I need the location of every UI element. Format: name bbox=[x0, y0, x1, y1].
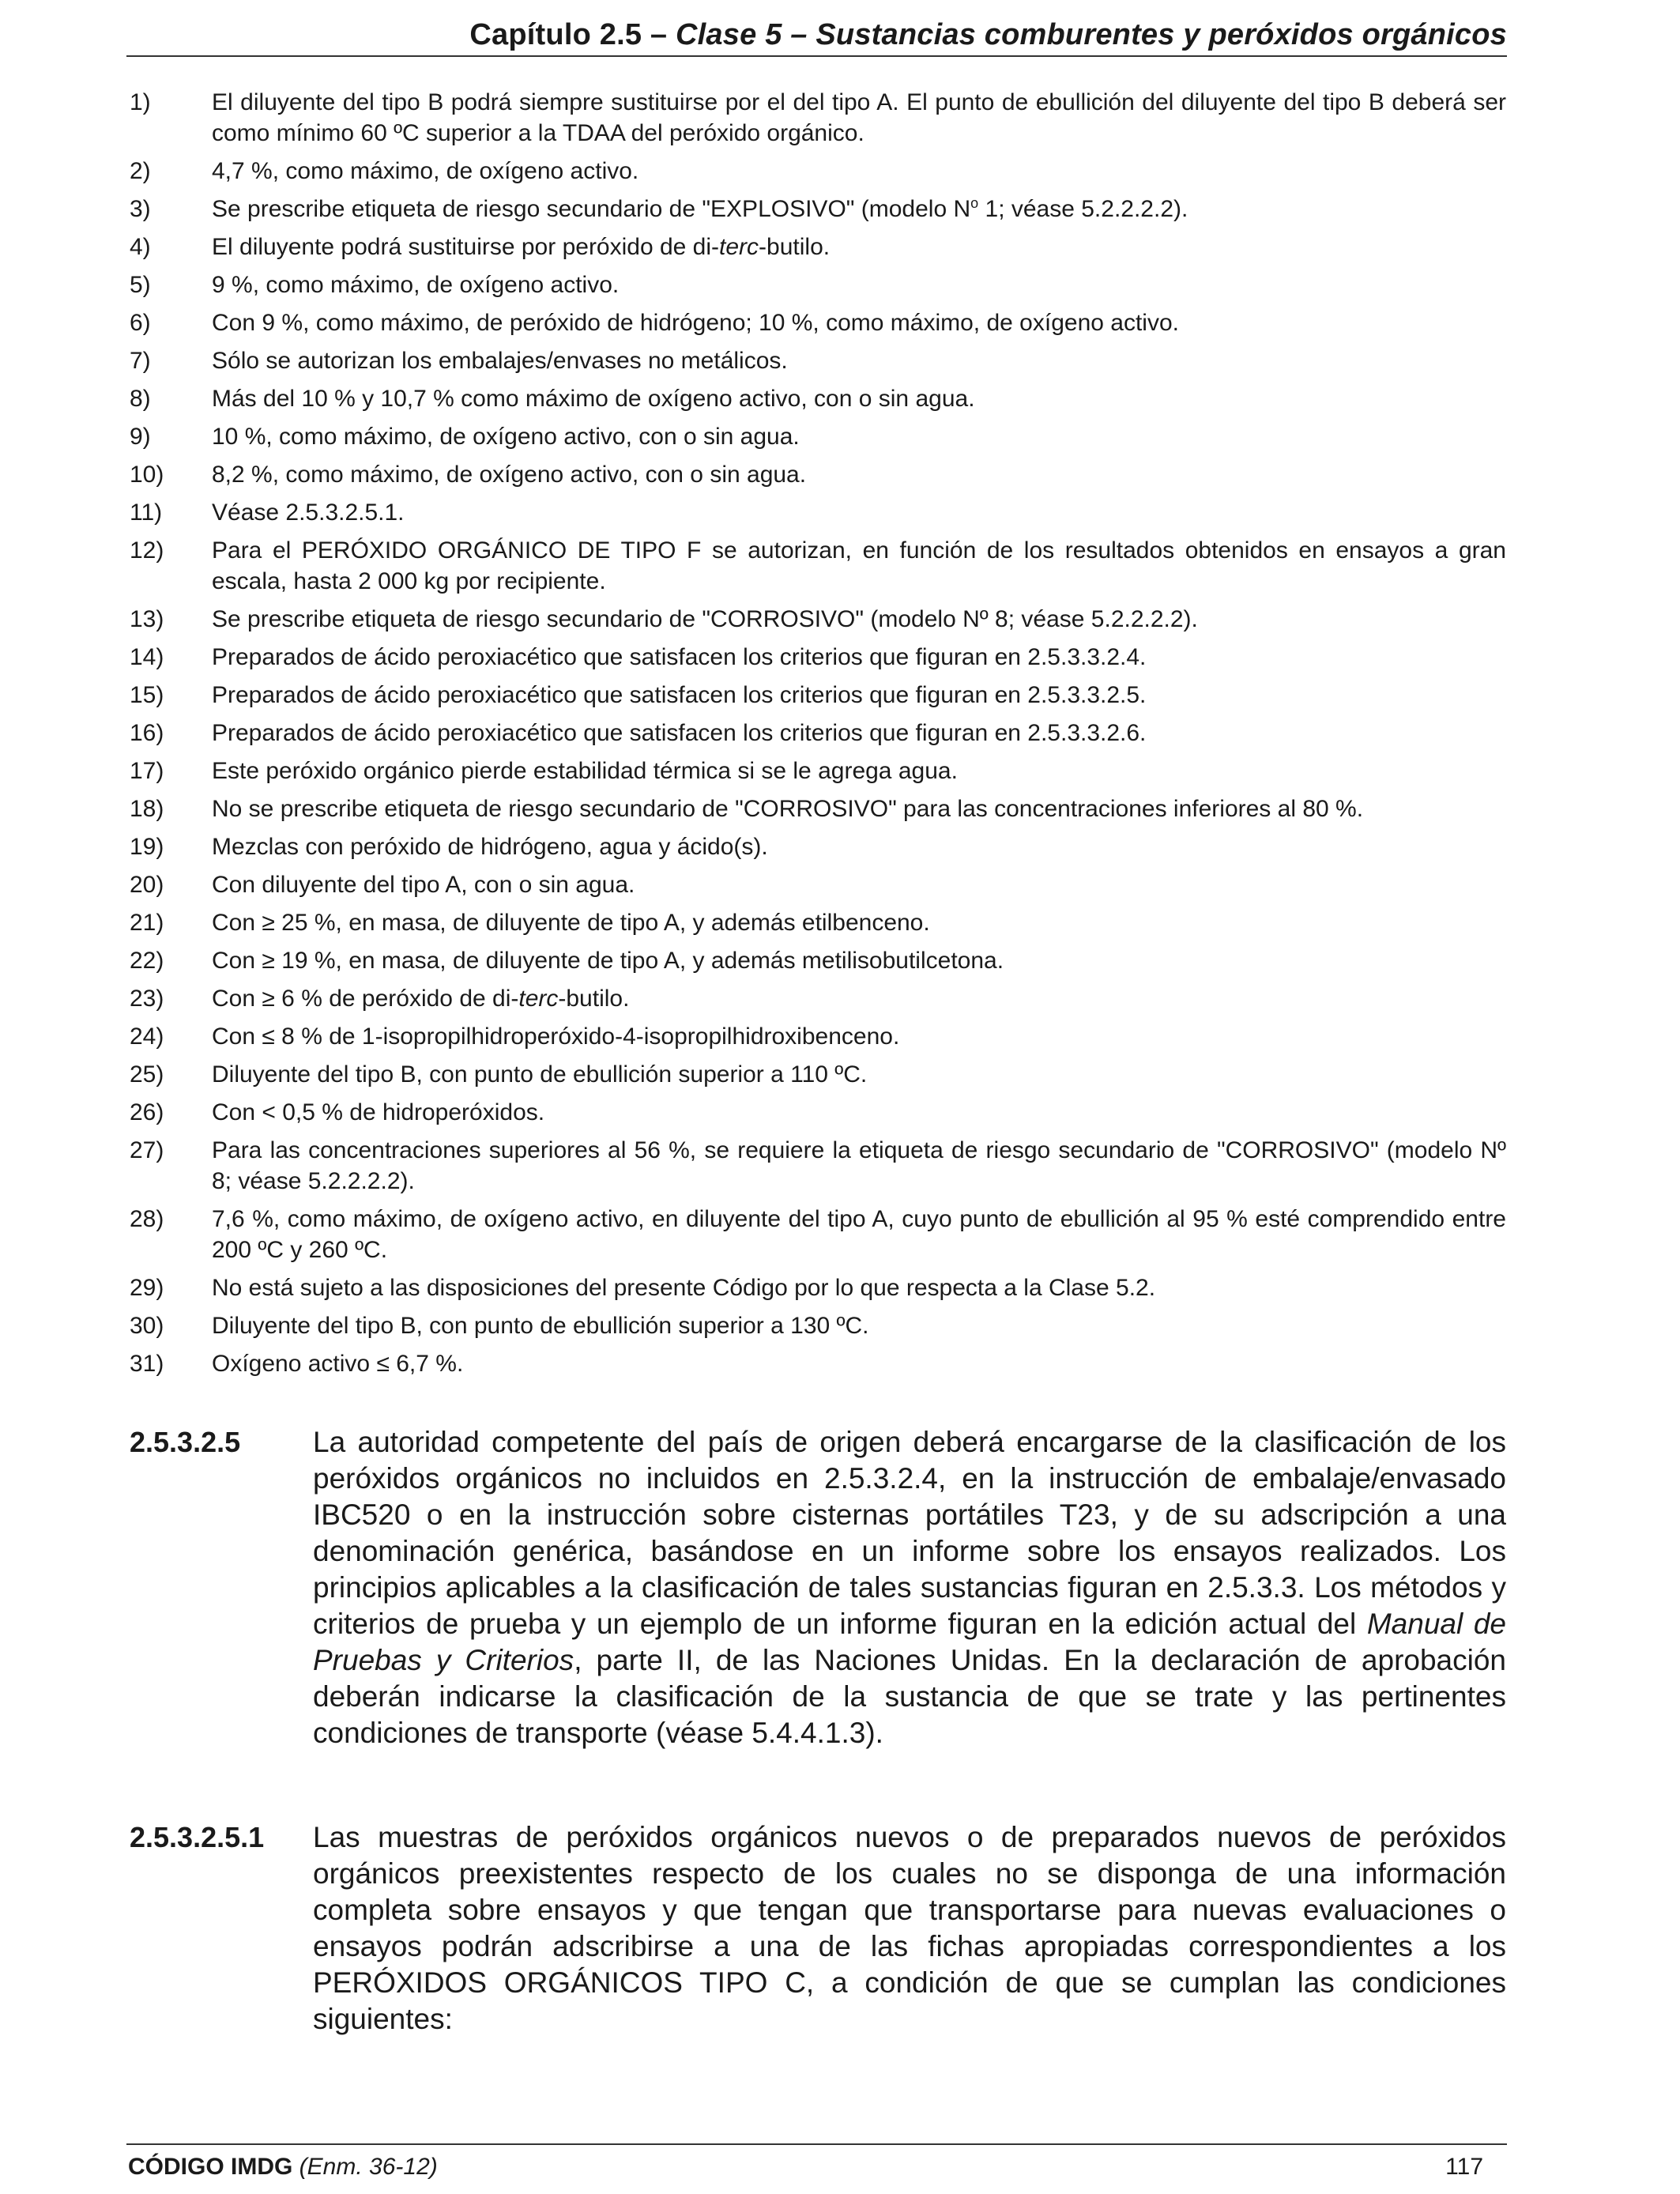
list-item: 7) Sólo se autorizan los embalajes/envases no metálicos. bbox=[130, 348, 788, 374]
list-item: 17) Este peróxido orgánico pierde estabilidad térmica si se le agrega agua. bbox=[130, 758, 958, 784]
section-number: 2.5.3.2.5 bbox=[130, 1426, 241, 1458]
list-item: 15) Preparados de ácido peroxiacético que satisfacen los criterios que figuran en 2.5.3.3.2.5. bbox=[130, 682, 1147, 708]
footnotes-list bbox=[130, 87, 1506, 1386]
section-body: La autoridad competente del país de origen deberá encargarse de la clasificación de los peróxidos orgánicos no incluidos en 2.5.3.2.4, en la instrucción de embalaje/envasado IBC520 o en la instrucción sobre cisternas portátiles T23, y de su adscripción a una denominación genérica, basándose en un informe sobre los ensayos realizados. Los principios aplicables a la clasificación de tales sustancias figuran en 2.5.3.3. Los métodos y criterios de prueba y un ejemplo de un informe figuran en la edición actual del Manual de Pruebas y Criterios, parte II, de las Naciones Unidas. En la declaración de aprobación deberán indicarse la clasificación de la sustancia de que se trate y las pertinentes condiciones de transporte (véase 5.4.4.1.3). bbox=[313, 1426, 1507, 1749]
list-item: 14) Preparados de ácido peroxiacético que satisfacen los criterios que figuran en 2.5.3.3.2.4. bbox=[130, 644, 1147, 670]
list-item: 21) Con ≥ 25 %, en masa, de diluyente de tipo A, y además etilbenceno. bbox=[130, 910, 930, 936]
page-header bbox=[126, 14, 1507, 57]
list-item: 31) Oxígeno activo ≤ 6,7 %. bbox=[130, 1351, 464, 1377]
chapter-title: Capítulo 2.5 – Clase 5 – Sustancias comburentes y peróxidos orgánicos bbox=[469, 18, 1507, 51]
list-item: 23) Con ≥ 6 % de peróxido de di-terc-butilo. bbox=[130, 986, 630, 1012]
list-item: 13) Se prescribe etiqueta de riesgo secundario de "CORROSIVO" (modelo Nº 8; véase 5.2.2.2.2). bbox=[130, 606, 1198, 632]
list-item: 2) 4,7 %, como máximo, de oxígeno activo. bbox=[130, 158, 639, 184]
list-item: 5) 9 %, como máximo, de oxígeno activo. bbox=[130, 272, 620, 298]
list-item: 16) Preparados de ácido peroxiacético que satisfacen los criterios que figuran en 2.5.3.3.2.6. bbox=[130, 720, 1147, 746]
list-item: 20) Con diluyente del tipo A, con o sin agua. bbox=[130, 872, 635, 898]
list-item: 29) No está sujeto a las disposiciones del presente Código por lo que respecta a la Clase 5.2. bbox=[130, 1275, 1156, 1301]
list-item: 4) El diluyente podrá sustituirse por peróxido de di-terc-butilo. bbox=[130, 234, 831, 260]
list-item: 22) Con ≥ 19 %, en masa, de diluyente de tipo A, y además metilisobutilcetona. bbox=[130, 948, 1004, 974]
list-item: 19) Mezclas con peróxido de hidrógeno, agua y ácido(s). bbox=[130, 834, 768, 860]
section-number: 2.5.3.2.5.1 bbox=[130, 1821, 265, 1853]
page-number: 117 bbox=[1445, 2154, 1483, 2180]
list-item: 30) Diluyente del tipo B, con punto de ebullición superior a 130 ºC. bbox=[130, 1313, 869, 1339]
list-item: 28) 7,6 %, como máximo, de oxígeno activo, en diluyente del tipo A, cuyo punto de ebullición al 95 % esté comprendido entre 200 ºC y 260 ºC. bbox=[130, 1206, 1506, 1263]
footer-code: CÓDIGO IMDG (Enm. 36-12) bbox=[128, 2154, 438, 2180]
list-item: 26) Con < 0,5 % de hidroperóxidos. bbox=[130, 1099, 545, 1125]
list-item: 18) No se prescribe etiqueta de riesgo secundario de "CORROSIVO" para las concentraciones inferiores al 80 %. bbox=[130, 796, 1364, 822]
list-item: 6) Con 9 %, como máximo, de peróxido de hidrógeno; 10 %, como máximo, de oxígeno activo. bbox=[130, 310, 1179, 336]
list-item: 10) 8,2 %, como máximo, de oxígeno activo, con o sin agua. bbox=[130, 462, 807, 488]
section-2-5-3-2-5-1 bbox=[130, 1819, 1506, 2038]
list-item: 12) Para el PERÓXIDO ORGÁNICO DE TIPO F se autorizan, en función de los resultados obtenidos en ensayos a gran escala, hasta 2 000 kg por recipiente. bbox=[130, 537, 1506, 594]
list-item: 24) Con ≤ 8 % de 1-isopropilhidroperóxido-4-isopropilhidroxibenceno. bbox=[130, 1023, 900, 1050]
list-item: 8) Más del 10 % y 10,7 % como máximo de oxígeno activo, con o sin agua. bbox=[130, 386, 975, 412]
list-item: 25) Diluyente del tipo B, con punto de ebullición superior a 110 ºC. bbox=[130, 1061, 868, 1088]
page-footer bbox=[126, 2143, 1507, 2185]
list-item: 9) 10 %, como máximo, de oxígeno activo, con o sin agua. bbox=[130, 424, 800, 450]
list-item: 27) Para las concentraciones superiores al 56 %, se requiere la etiqueta de riesgo secundario de "CORROSIVO" (modelo Nº 8; véase 5.2.2.2.2). bbox=[130, 1137, 1506, 1194]
section-2-5-3-2-5 bbox=[130, 1424, 1506, 1751]
section-body: Las muestras de peróxidos orgánicos nuevos o de preparados nuevos de peróxidos orgánicos preexistentes respecto de los cuales no se disponga de una información completa sobre ensayos y que tengan que transportarse para nuevas evaluaciones o ensayos podrán adscribirse a una de las fichas apropiadas correspondientes a los PERÓXIDOS ORGÁNICOS TIPO C, a condición de que se cumplan las condiciones siguientes: bbox=[313, 1821, 1506, 2035]
list-item: 1) El diluyente del tipo B podrá siempre sustituirse por el del tipo A. El punto de ebullición del diluyente del tipo B deberá ser como mínimo 60 ºC superior a la TDAA del peróxido orgánico. bbox=[130, 89, 1506, 146]
list-item: 3) Se prescribe etiqueta de riesgo secundario de "EXPLOSIVO" (modelo $N^o$ 1; véase 5.2.2.2.2). bbox=[130, 195, 1188, 222]
list-item: 11) Véase 2.5.3.2.5.1. bbox=[130, 499, 405, 526]
